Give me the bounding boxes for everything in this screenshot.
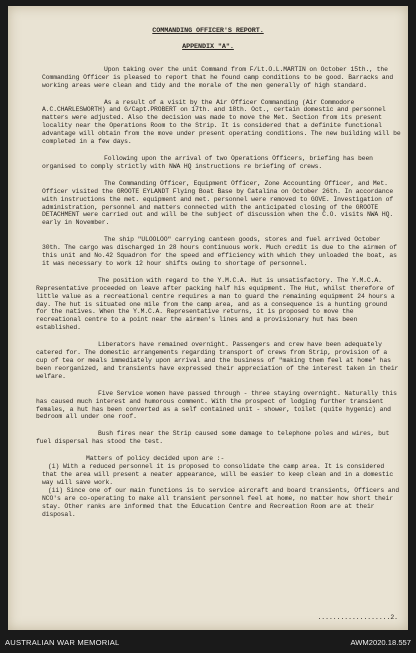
report-title: COMMANDING OFFICER'S REPORT. [152, 27, 264, 35]
policy-item-1: (i) With a reduced personnel it is proposed to consolidate the camp area. It is considered that the area will present a neater appearance, will be easier to keep clean and in a domestic way will save work. [42, 463, 394, 486]
paragraph-1: Upon taking over the unit Command from F/Lt.O.L.MARTIN on October 15th., the Commanding Officer is pleased to report that he found camp conditions to be good. Barracks and working areas were clean and tidy and the morale of the men generally of high standard. [42, 65, 394, 89]
footer-bar [0, 630, 416, 653]
typed-text [8, 6, 408, 518]
appendix-heading: APPENDIX "A". [182, 42, 234, 51]
continued-marker: ...................2. [317, 614, 398, 621]
paragraph-6: The position with regard to the Y.M.C.A. Hut is unsatisfactory. The Y.M.C.A. Representative proceeded on leave after packing half his equipment. The Hut, whilst therefore of little value as a recreational centre requires a man to guard the remaining equipment 24 hours a day. The hut is situated one mile from the camp area, and as a consequence is a hunting ground for the natives. When the Y.M.C.A. Representative returns, it is proposed to move the recreational centre to a point near the airmen's lines and a provisionary hut has been established. [36, 276, 395, 332]
footer-organization: AUSTRALIAN WAR MEMORIAL [5, 638, 120, 647]
paragraph-2: As a result of a visit by the Air Officer Commanding (Air Commodore A.C.CHARLESWORTH) and G/Capt.PROBERT on 17th. and 18th. Oct., certain domestic and personnel matters were adjusted. Also the decision was made to move the Met. Section from its present locality near the Operations Room to the Strip. It is considered that a definite functional advantage will obtain from the move under present operating conditions. The new building will be completed in a few days. [42, 98, 401, 146]
paragraph-9: Bush fires near the Strip caused some damage to telephone poles and wires, but fuel dispersal has stood the test. [36, 430, 390, 446]
paragraph-8: Five Service women have passed through - three staying overnight. Naturally this has caused much interest and humorous comment. With the prospect of lodging further transient females, a hut has been converted as a self contained unit - shower, toilet (quite hygenic) and bedroom all under one roof. [36, 389, 397, 421]
policy-item-2: (ii) Since one of our main functions is to service aircraft and board transients, Officers and NCO's are co-operating to make all transient personnel feel at home, no matter how short their stay. Other ranks are informed that the Education Centre and Recreation Room are at their disposal. [42, 486, 400, 518]
paragraph-3: Following upon the arrival of two Operations Officers, briefing has been organised to comply strictly with NWA HQ instructions re briefing of crews. [42, 154, 373, 170]
document-page [8, 6, 408, 630]
paragraph-4: The Commanding Officer, Equipment Officer, Zone Accounting Officer, and Met. Officer visited the GROOTE EYLANDT Flying Boat Base by Catalina on October 26th. In accordance with instructions the met. equipment and met. personnel were removed to GOVE. Investigation of administration, personnel and matters connected with the anticipated closing of the GROOTE DETACHMENT were carried out and will be the subject of discussion when the C.O. visits NWA HQ. early in November. [42, 179, 394, 227]
paragraph-5: The ship "ULOOLOO" carrying canteen goods, stores and fuel arrived October 30th. The cargo was discharged in 28 hours continuous work. Much credit is due to the airmen of this unit and No.42 Squadron for the speed and efficiency with which they unloaded the boat, as it was necessary to work 12 hour shifts owing to shortage of personnel. [42, 236, 397, 267]
footer-reference: AWM2020.18.557 [350, 638, 411, 647]
paragraph-7: Liberators have remained overnight. Passengers and crew have been adequately catered for. The domestic arrangements regarding transport of crews from Strip, provision of a cup of tea or meals immediately upon arrival and the business of "making them feel at home" has been reorganized, and transients have expressed their appreciation of the interest taken in their welfare. [36, 341, 399, 380]
policy-intro: Matters of policy decided upon are :- [86, 455, 225, 463]
